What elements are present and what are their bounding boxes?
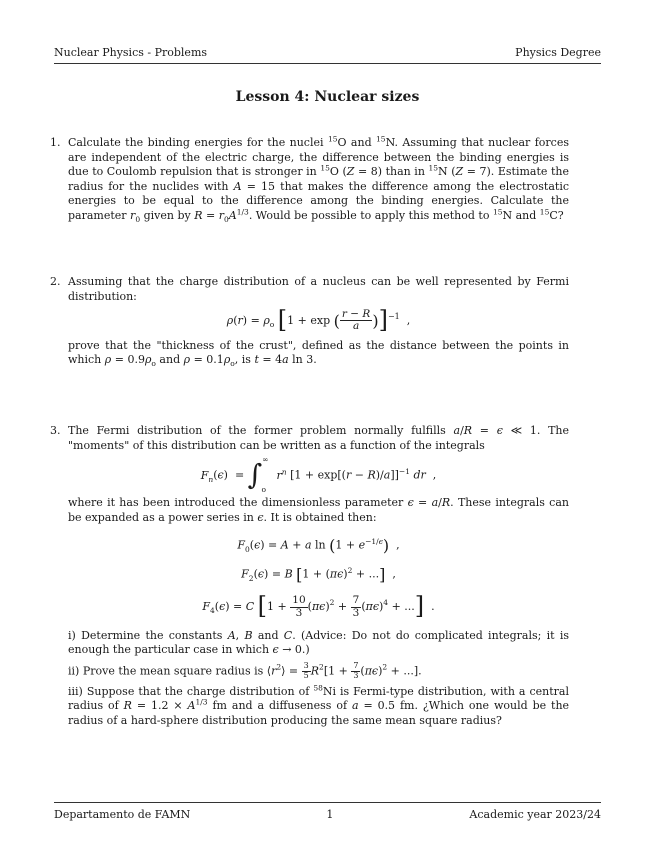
problem-1-text: Calculate the binding energies for the nuclei $^{15}$O and $^{15}$N. Assuming that nuclear forces are independent of the electric charge, the difference between the binding energies is due to Coulomb repulsion that is stronger in $^{15}$O (Z = 8) than in $^{15}$N (Z = 7). Estimate the radius for the nuclides with A = 15 that makes the difference among the electrostatic energies to be equal to the difference among the binding energies. Calculate the parameter $r_0$ given by $R = r_0A^{1/3}$. Would be possible to apply this method to $^{15}$N and $^{15}$C?	[68, 134, 569, 224]
subitem-i: i) Determine the constants A, B and C. (Advice: Do not do complicated integrals; it is enough the particular case in which ϵ → 0.)	[68, 628, 569, 657]
problem-2	[50, 275, 569, 369]
problem-2-intro: Assuming that the charge distribution of a nucleus can be well represented by Fermi distribution:	[68, 275, 569, 303]
page-header	[54, 46, 601, 61]
problem-2-body: prove that the "thickness of the crust", defined as the distance between the points in which $\rho = 0.9\rho_o$ and $\rho = 0.1\rho_o$, is t = 4a ln 3.	[68, 338, 569, 369]
subitem-iii: iii) Suppose that the charge distribution of $^{58}$Ni is Fermi-type distribution, with a central radius of $R = 1.2 \times A^{1/3}$ fm and a diffuseness of a = 0.5 fm. ¿Which one would be the radius of a hard-sphere distribution producing the same mean square radius?	[68, 682, 570, 727]
page-title: Lesson 4: Nuclear sizes	[235, 89, 420, 105]
footer-rule	[54, 802, 601, 803]
subitem-ii: ii) Prove the mean square radius is $⟨r^2⟩$ = $\frac{3}{5}$ $R^2[1$ + $\frac{7}{3}$ $(\pi\epsilon)^2$ + ...].	[68, 660, 422, 680]
header-degree: Physics Degree	[515, 46, 601, 59]
header-course: Nuclear Physics - Problems	[54, 46, 208, 59]
header-rule	[54, 63, 601, 64]
fermi-distribution-equation: $\rho(r) = \rho_o$ [1 + exp ( $\frac{r - R}{a}$ )]$^{-1}$ ,	[226, 306, 411, 335]
problem-3-mid: where it has been introduced the dimensionless parameter ϵ = a/R. These integrals can be expanded as a power series in ϵ. It is obtained then:	[68, 495, 569, 524]
problem-number: 3.	[50, 424, 61, 437]
problem-3	[50, 424, 570, 728]
fermi-moment-integral: $F_n(\epsilon) = \int^\infty_o$ $r^n$ $[1 + \exp[(r - R)/a]]^{-1}$ dr ,	[200, 454, 437, 494]
problem-number: 2.	[50, 275, 61, 288]
problem-3-subitems	[68, 629, 569, 728]
expansion-f4: $F_4(\epsilon) = C$ [1 + $\frac{10}{3}$ $(\pi\epsilon)^2$ + $\frac{7}{3}$ $(\pi\epsilon)^4$ + ...] .	[202, 592, 435, 621]
problem-1	[50, 134, 569, 224]
footer-academic-year: Academic year 2023/24	[469, 808, 601, 821]
problem-number: 1.	[50, 136, 61, 149]
page-number: 1	[326, 808, 334, 821]
problem-3-intro: The Fermi distribution of the former problem normally fulfills a/R = ϵ ≪ 1. The "moments" of this distribution can be written as a function of the integrals	[68, 424, 570, 452]
expansion-f0: $F_0(\epsilon) = A + a$ $\ln (1 + e^{-1/\epsilon})$ ,	[237, 536, 400, 556]
page-footer	[54, 808, 601, 823]
footer-department: Departamento de FAMN	[54, 808, 191, 821]
expansion-f2: $F_2(\epsilon) = B$ [$1 + (\pi\epsilon)^2$ + ...] ,	[241, 565, 396, 585]
